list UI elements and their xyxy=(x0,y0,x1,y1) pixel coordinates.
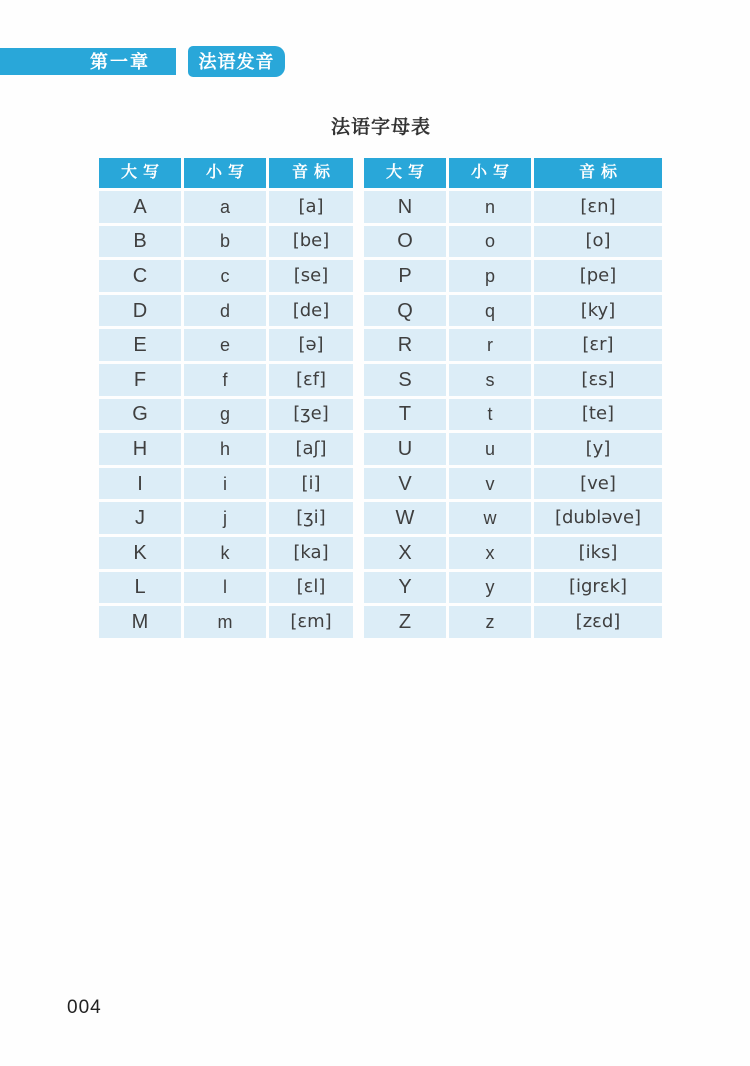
lowercase-cell: q xyxy=(449,295,531,327)
chapter-title-badge xyxy=(188,46,285,77)
lowercase-cell: e xyxy=(184,329,266,361)
lowercase-cell: d xyxy=(184,295,266,327)
phonetic-cell: [se] xyxy=(269,260,353,292)
column-header-uppercase: 大写 xyxy=(364,158,446,188)
phonetic-cell: [iks] xyxy=(534,537,662,569)
uppercase-cell: Y xyxy=(364,572,446,604)
phonetic-cell: [ʒi] xyxy=(269,502,353,534)
chapter-number-label: 第一章 xyxy=(90,51,150,72)
uppercase-cell: Z xyxy=(364,606,446,638)
column-header-phonetic: 音标 xyxy=(269,158,353,188)
chapter-title-label: 法语发音 xyxy=(198,51,275,72)
lowercase-cell: m xyxy=(184,606,266,638)
uppercase-cell: W xyxy=(364,502,446,534)
uppercase-cell: C xyxy=(99,260,181,292)
uppercase-cell: U xyxy=(364,433,446,465)
uppercase-cell: D xyxy=(99,295,181,327)
lowercase-cell: g xyxy=(184,399,266,431)
uppercase-cell: N xyxy=(364,191,446,223)
lowercase-cell: u xyxy=(449,433,531,465)
lowercase-cell: y xyxy=(449,572,531,604)
phonetic-cell: [dubləve] xyxy=(534,502,662,534)
lowercase-cell: v xyxy=(449,468,531,500)
phonetic-cell: [ɛm] xyxy=(269,606,353,638)
lowercase-cell: p xyxy=(449,260,531,292)
phonetic-cell: [ɛl] xyxy=(269,572,353,604)
uppercase-cell: I xyxy=(99,468,181,500)
phonetic-cell: [ɛn] xyxy=(534,191,662,223)
phonetic-cell: [be] xyxy=(269,226,353,258)
lowercase-cell: b xyxy=(184,226,266,258)
phonetic-cell: [aʃ] xyxy=(269,433,353,465)
lowercase-cell: o xyxy=(449,226,531,258)
phonetic-cell: [y] xyxy=(534,433,662,465)
alphabet-table-left xyxy=(99,158,353,638)
lowercase-cell: r xyxy=(449,329,531,361)
table-title: 法语字母表 xyxy=(330,117,431,138)
uppercase-cell: M xyxy=(99,606,181,638)
phonetic-cell: [te] xyxy=(534,399,662,431)
column-header-lowercase: 小写 xyxy=(449,158,531,188)
lowercase-cell: c xyxy=(184,260,266,292)
phonetic-cell: [igrɛk] xyxy=(534,572,662,604)
lowercase-cell: z xyxy=(449,606,531,638)
column-header-uppercase: 大写 xyxy=(99,158,181,188)
phonetic-cell: [zɛd] xyxy=(534,606,662,638)
uppercase-cell: O xyxy=(364,226,446,258)
uppercase-cell: P xyxy=(364,260,446,292)
uppercase-cell: S xyxy=(364,364,446,396)
phonetic-cell: [pe] xyxy=(534,260,662,292)
lowercase-cell: a xyxy=(184,191,266,223)
lowercase-cell: l xyxy=(184,572,266,604)
phonetic-cell: [ve] xyxy=(534,468,662,500)
phonetic-cell: [i] xyxy=(269,468,353,500)
alphabet-table-right xyxy=(364,158,662,638)
lowercase-cell: t xyxy=(449,399,531,431)
phonetic-cell: [ka] xyxy=(269,537,353,569)
lowercase-cell: w xyxy=(449,502,531,534)
uppercase-cell: V xyxy=(364,468,446,500)
uppercase-cell: R xyxy=(364,329,446,361)
uppercase-cell: K xyxy=(99,537,181,569)
uppercase-cell: G xyxy=(99,399,181,431)
uppercase-cell: H xyxy=(99,433,181,465)
lowercase-cell: k xyxy=(184,537,266,569)
uppercase-cell: X xyxy=(364,537,446,569)
uppercase-cell: E xyxy=(99,329,181,361)
phonetic-cell: [o] xyxy=(534,226,662,258)
phonetic-cell: [ɛf] xyxy=(269,364,353,396)
lowercase-cell: s xyxy=(449,364,531,396)
lowercase-cell: i xyxy=(184,468,266,500)
chapter-bar xyxy=(0,48,176,75)
phonetic-cell: [de] xyxy=(269,295,353,327)
phonetic-cell: [a] xyxy=(269,191,353,223)
uppercase-cell: A xyxy=(99,191,181,223)
lowercase-cell: x xyxy=(449,537,531,569)
phonetic-cell: [ɛs] xyxy=(534,364,662,396)
lowercase-cell: h xyxy=(184,433,266,465)
page-number: 004 xyxy=(67,997,102,1018)
uppercase-cell: J xyxy=(99,502,181,534)
lowercase-cell: n xyxy=(449,191,531,223)
uppercase-cell: L xyxy=(99,572,181,604)
uppercase-cell: T xyxy=(364,399,446,431)
uppercase-cell: Q xyxy=(364,295,446,327)
lowercase-cell: j xyxy=(184,502,266,534)
phonetic-cell: [ʒe] xyxy=(269,399,353,431)
phonetic-cell: [ə] xyxy=(269,329,353,361)
uppercase-cell: B xyxy=(99,226,181,258)
column-header-lowercase: 小写 xyxy=(184,158,266,188)
phonetic-cell: [ɛr] xyxy=(534,329,662,361)
column-header-phonetic: 音标 xyxy=(534,158,662,188)
phonetic-cell: [ky] xyxy=(534,295,662,327)
uppercase-cell: F xyxy=(99,364,181,396)
lowercase-cell: f xyxy=(184,364,266,396)
